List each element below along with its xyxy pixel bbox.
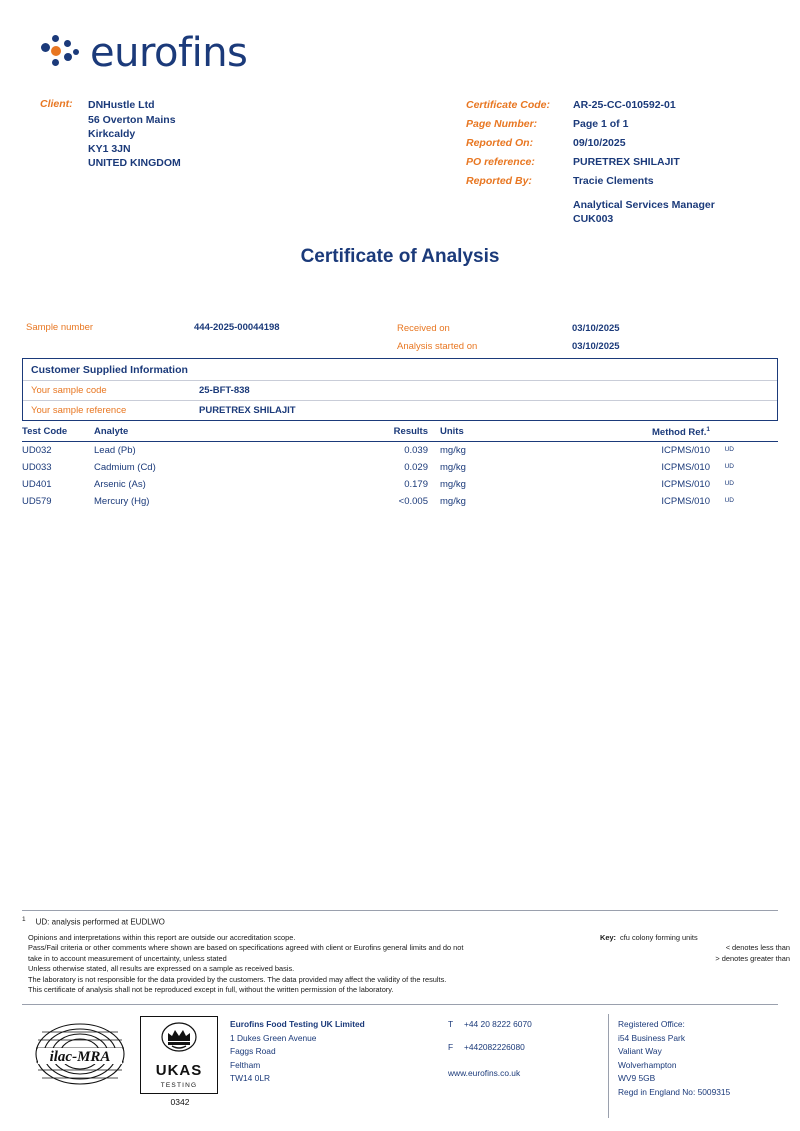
meta-row-po-reference bbox=[466, 155, 786, 170]
cell-method bbox=[560, 495, 734, 508]
footer-divider bbox=[22, 1004, 778, 1005]
received-on-label: Received on bbox=[397, 323, 450, 334]
header-test-code: Test Code bbox=[22, 426, 68, 437]
analysis-started-value: 03/10/2025 bbox=[572, 341, 620, 352]
footnote bbox=[22, 916, 165, 927]
sample-code-label: Your sample code bbox=[31, 385, 107, 396]
sample-code-value: 25-BFT-838 bbox=[199, 385, 250, 396]
footer-address-line: Faggs Road bbox=[230, 1046, 276, 1056]
cell-method-flag: UD bbox=[724, 497, 734, 505]
footer bbox=[22, 1012, 778, 1122]
analysis-started-label: Analysis started on bbox=[397, 341, 478, 352]
brand-wordmark: eurofins bbox=[90, 30, 248, 76]
client-line: Kirkcaldy bbox=[88, 128, 136, 140]
certificate-meta bbox=[466, 98, 786, 231]
ukas-subtitle: TESTING bbox=[160, 1082, 198, 1089]
cell-analyte: Cadmium (Cd) bbox=[94, 462, 156, 474]
cell-result: 0.029 bbox=[404, 462, 428, 474]
eurofins-dots-logo-icon bbox=[40, 32, 82, 74]
client-address bbox=[88, 98, 181, 171]
page-title: Certificate of Analysis bbox=[300, 246, 500, 267]
disclaimer bbox=[28, 933, 588, 995]
key-legend bbox=[600, 933, 790, 964]
ukas-number: 0342 bbox=[170, 1097, 190, 1107]
table-row bbox=[22, 442, 778, 459]
meta-value: PURETREX SHILAJIT bbox=[573, 156, 680, 168]
footer-address-line: Feltham bbox=[230, 1059, 261, 1070]
sample-reference-value: PURETREX SHILAJIT bbox=[199, 405, 296, 416]
footer-company-name: Eurofins Food Testing UK Limited bbox=[230, 1019, 365, 1029]
cell-result: 0.179 bbox=[404, 479, 428, 491]
disclaimer-line: take in to account measurement of uncertainty, unless stated bbox=[28, 953, 227, 963]
header-method-ref-sup: 1 bbox=[706, 426, 710, 433]
meta-row-reported-by bbox=[466, 174, 786, 227]
cell-method bbox=[560, 461, 734, 474]
sample-number-label: Sample number bbox=[26, 322, 94, 333]
disclaimer-line: Pass/Fail criteria or other comments where shown are based on specifications agreed with client or Eurofins general limits and do not bbox=[28, 943, 464, 953]
disclaimer-line: Unless otherwise stated, all results are expressed on a sample as received basis. bbox=[28, 964, 295, 974]
cell-analyte: Arsenic (As) bbox=[94, 479, 146, 491]
cell-result: <0.005 bbox=[398, 496, 428, 508]
telephone-value: +44 20 8222 6070 bbox=[464, 1019, 532, 1029]
svg-text:ilac-MRA: ilac-MRA bbox=[49, 1049, 111, 1065]
registered-line: WV9 5GB bbox=[618, 1073, 656, 1083]
meta-label: Reported By: bbox=[466, 175, 532, 187]
cell-units: mg/kg bbox=[440, 445, 466, 457]
cell-result: 0.039 bbox=[404, 445, 428, 457]
meta-row-page-number bbox=[466, 117, 786, 132]
customer-supplied-title: Customer Supplied Information bbox=[23, 359, 777, 381]
cell-units: mg/kg bbox=[440, 462, 466, 474]
reported-by-details bbox=[573, 174, 715, 227]
registered-line: Registered Office: bbox=[618, 1019, 685, 1029]
fax-value: +442082226080 bbox=[464, 1041, 525, 1052]
cell-method-flag: UD bbox=[724, 446, 734, 454]
key-title: Key: bbox=[600, 933, 617, 942]
meta-label: Reported On: bbox=[466, 137, 534, 149]
disclaimer-line: Opinions and interpretations within this report are outside our accreditation scope. bbox=[28, 933, 296, 942]
header-results: Results bbox=[393, 426, 428, 437]
table-row bbox=[22, 476, 778, 493]
key-first-entry: cfu colony forming units bbox=[620, 933, 698, 942]
meta-value: AR-25-CC-010592-01 bbox=[573, 99, 676, 111]
analysis-started-row bbox=[397, 338, 777, 356]
footer-vertical-divider bbox=[608, 1014, 609, 1118]
cell-method bbox=[560, 444, 734, 457]
cell-test-code: UD401 bbox=[22, 479, 52, 491]
ukas-wordmark: UKAS bbox=[155, 1062, 203, 1079]
sample-dates bbox=[397, 320, 777, 356]
received-on-value: 03/10/2025 bbox=[572, 323, 620, 334]
cell-test-code: UD579 bbox=[22, 496, 52, 508]
cell-method-label: ICPMS/010 bbox=[661, 496, 710, 508]
cell-method-label: ICPMS/010 bbox=[661, 445, 710, 457]
crown-icon bbox=[159, 1021, 199, 1053]
footer-fax bbox=[448, 1041, 532, 1055]
cell-method-label: ICPMS/010 bbox=[661, 479, 710, 491]
footer-address bbox=[230, 1018, 365, 1086]
results-header-row bbox=[22, 426, 778, 442]
header-method-ref bbox=[560, 426, 710, 438]
registered-line: Wolverhampton bbox=[618, 1059, 677, 1070]
header-method-ref-label: Method Ref. bbox=[652, 427, 707, 439]
footnote-divider bbox=[22, 910, 778, 911]
footer-address-line: 1 Dukes Green Avenue bbox=[230, 1032, 317, 1043]
footer-telephone bbox=[448, 1018, 532, 1032]
key-entry: < denotes less than bbox=[725, 943, 790, 953]
cell-test-code: UD032 bbox=[22, 445, 52, 457]
client-label: Client: bbox=[40, 98, 73, 110]
meta-value: Page 1 of 1 bbox=[573, 118, 629, 130]
meta-row-certificate-code bbox=[466, 98, 786, 113]
cell-method-label: ICPMS/010 bbox=[661, 462, 710, 474]
footer-registered-office bbox=[618, 1018, 730, 1099]
disclaimer-line: The laboratory is not responsible for the data provided by the customers. The data provided may affect the validity of the results. bbox=[28, 974, 447, 984]
key-entry: > denotes greater than bbox=[715, 953, 790, 963]
header-units: Units bbox=[440, 426, 464, 437]
footnote-text: UD: analysis performed at EUDLWO bbox=[35, 917, 165, 927]
ilac-mra-logo-icon bbox=[32, 1018, 128, 1090]
cell-analyte: Mercury (Hg) bbox=[94, 496, 150, 508]
client-line: 56 Overton Mains bbox=[88, 113, 176, 126]
received-on-row bbox=[397, 320, 777, 338]
table-row bbox=[22, 493, 778, 510]
registered-line: Regd in England No: 5009315 bbox=[618, 1086, 731, 1097]
registered-line: Valiant Way bbox=[618, 1046, 662, 1056]
customer-supplied-information bbox=[22, 358, 778, 421]
cell-analyte: Lead (Pb) bbox=[94, 445, 136, 457]
sample-number-value: 444-2025-00044198 bbox=[194, 322, 280, 333]
customer-sample-reference-row bbox=[23, 401, 777, 420]
meta-label: PO reference: bbox=[466, 156, 535, 168]
reported-by-role: Analytical Services Manager bbox=[573, 198, 715, 211]
ukas-accreditation bbox=[140, 1016, 220, 1107]
cell-units: mg/kg bbox=[440, 479, 466, 491]
results-table bbox=[22, 426, 778, 510]
client-line: DNHustle Ltd bbox=[88, 99, 155, 111]
fax-key: F bbox=[448, 1041, 454, 1052]
client-line: UNITED KINGDOM bbox=[88, 157, 181, 169]
footnote-marker: 1 bbox=[22, 916, 26, 923]
reported-by-name: Tracie Clements bbox=[573, 175, 654, 187]
footer-website-link[interactable]: www.eurofins.co.uk bbox=[448, 1068, 521, 1078]
cell-units: mg/kg bbox=[440, 496, 466, 508]
customer-sample-code-row bbox=[23, 381, 777, 401]
header-analyte: Analyte bbox=[94, 426, 129, 437]
client-block bbox=[40, 98, 181, 171]
sample-reference-label: Your sample reference bbox=[31, 405, 127, 416]
table-row bbox=[22, 459, 778, 476]
meta-label: Page Number: bbox=[466, 118, 538, 130]
registered-line: i54 Business Park bbox=[618, 1032, 686, 1043]
eurofins-logo bbox=[40, 32, 247, 74]
meta-label: Certificate Code: bbox=[466, 99, 551, 111]
cell-method-flag: UD bbox=[724, 463, 734, 471]
client-line: KY1 3JN bbox=[88, 142, 131, 155]
footer-contact bbox=[448, 1018, 532, 1081]
meta-row-reported-on bbox=[466, 136, 786, 151]
reported-by-code: CUK003 bbox=[573, 213, 614, 225]
meta-value: 09/10/2025 bbox=[573, 137, 626, 149]
cell-test-code: UD033 bbox=[22, 462, 52, 474]
cell-method-flag: UD bbox=[724, 480, 734, 488]
telephone-key: T bbox=[448, 1019, 454, 1029]
footer-address-line: TW14 0LR bbox=[230, 1073, 271, 1083]
cell-method bbox=[560, 478, 734, 491]
ukas-logo-icon bbox=[140, 1016, 218, 1094]
disclaimer-line: This certificate of analysis shall not be reproduced except in full, without the written permission of the laboratory. bbox=[28, 985, 394, 995]
